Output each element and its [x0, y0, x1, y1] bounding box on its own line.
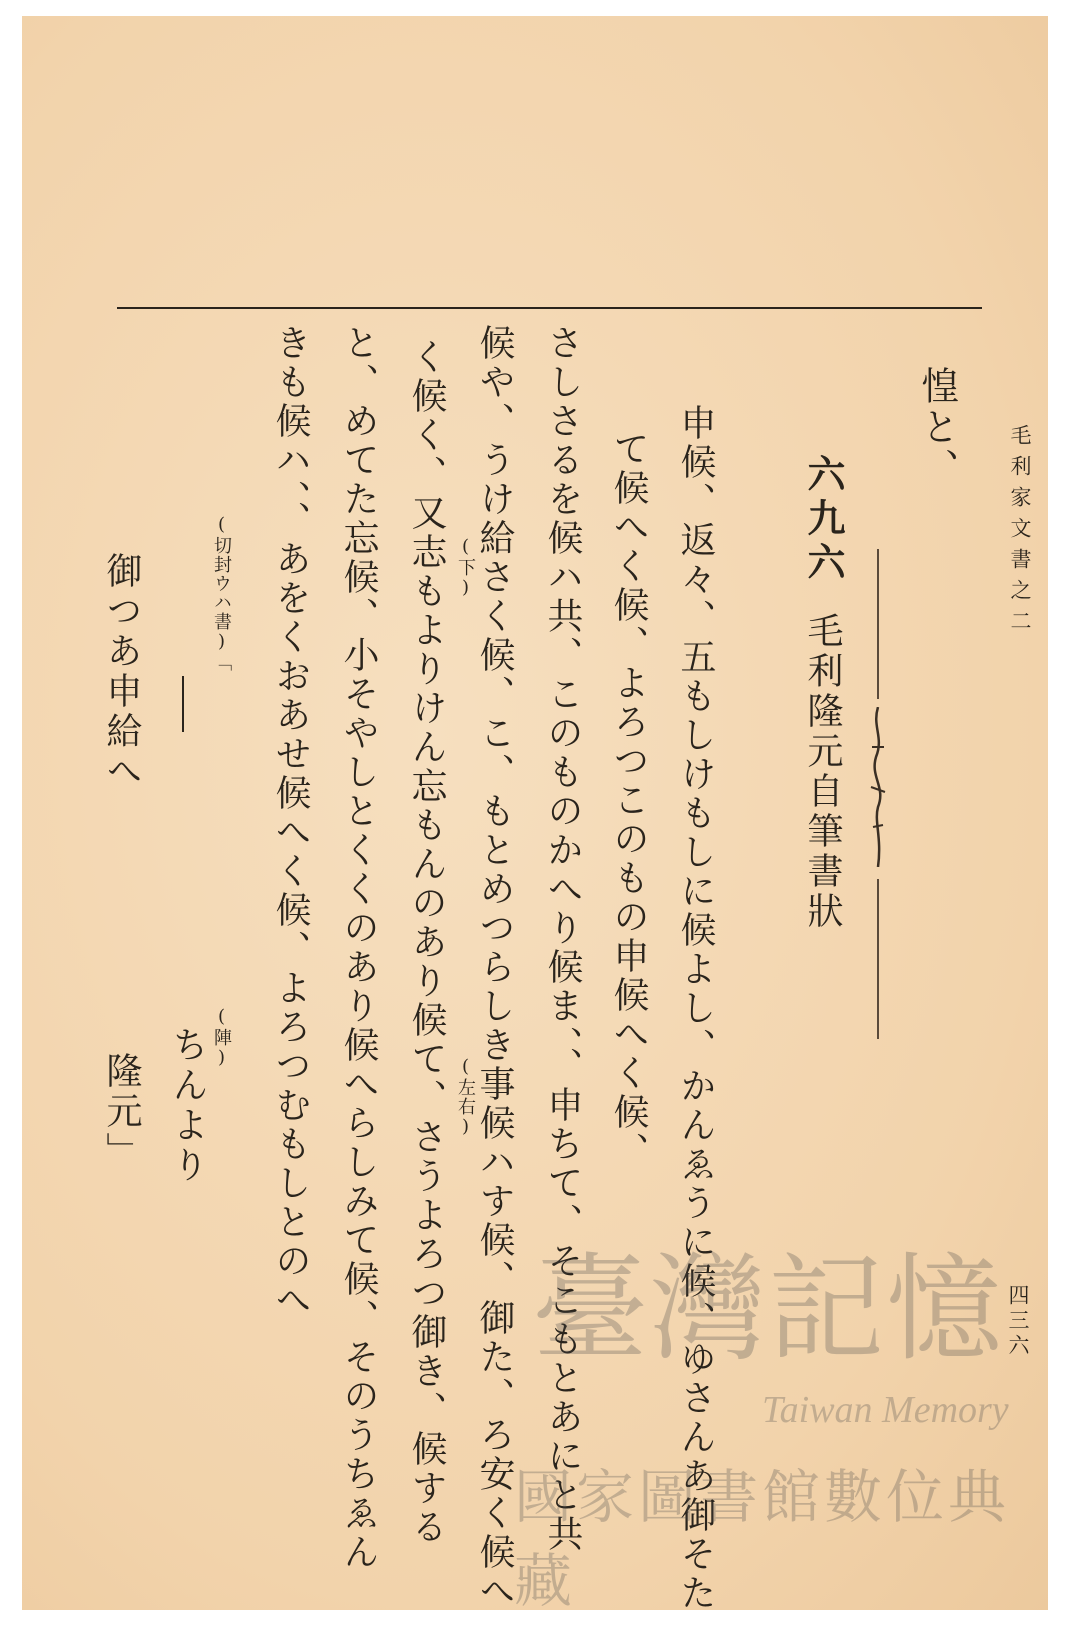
annotation-sayu: (左右) — [455, 1056, 476, 1138]
annotation-jin: (陣) — [211, 1006, 232, 1069]
signature-mark — [868, 549, 888, 1039]
section-divider — [117, 307, 982, 309]
signature: 隆元」 — [101, 1052, 142, 1172]
body-line-2: て候へく候、よろつこのもの申候へく候、 — [608, 430, 649, 1171]
page-number: 四三六 — [1006, 1284, 1030, 1359]
body-line-4: 候や、うけ給さく候、こ、もとめつらしき事候ハす候、御た、ろ安く候へ — [474, 324, 515, 1611]
prev-doc-closing: 惶と、 — [915, 366, 959, 489]
watermark-title-en: Taiwan Memory — [762, 1389, 1009, 1431]
document-title: 毛利隆元自筆書狀 — [802, 612, 843, 932]
sender: ちんより — [167, 1026, 208, 1186]
body-line-3: さしさるを候ハ共、このものかへり候ま、、申ちて、そこもとあにと共 — [542, 324, 583, 1554]
recipient: 御つあ申給へ — [101, 552, 142, 792]
watermark — [492, 1216, 1012, 1615]
book-page — [22, 16, 1048, 1615]
annotation-shita: (下) — [455, 536, 476, 599]
watermark-library: 國家圖書館數位典藏 — [514, 1463, 1011, 1615]
annotation-kirifuu: (切封ウハ書)「 — [211, 514, 232, 672]
body-line-1: 申候、返々、五もしけもしに候よし、かんゑうに候、ゆさんあ御そた — [675, 404, 716, 1613]
body-line-6: と、めてた忘候、小そやしとくくのあり候へらしみて候、そのうちゑん — [338, 324, 379, 1572]
body-line-7: きも候ハ、、あをくおあせ候へく候、よろつむもしとのへ — [270, 324, 311, 1320]
document-number: 六九六 — [801, 454, 846, 586]
body-line-5: く候く、又志もよりけん忘もんのあり候て、さうよろつ御き、候する — [406, 338, 447, 1547]
watermark-title: 臺灣記憶 — [532, 1242, 1004, 1377]
running-head: 毛利家文書之二 — [1008, 424, 1032, 641]
fold-mark — [182, 676, 184, 732]
